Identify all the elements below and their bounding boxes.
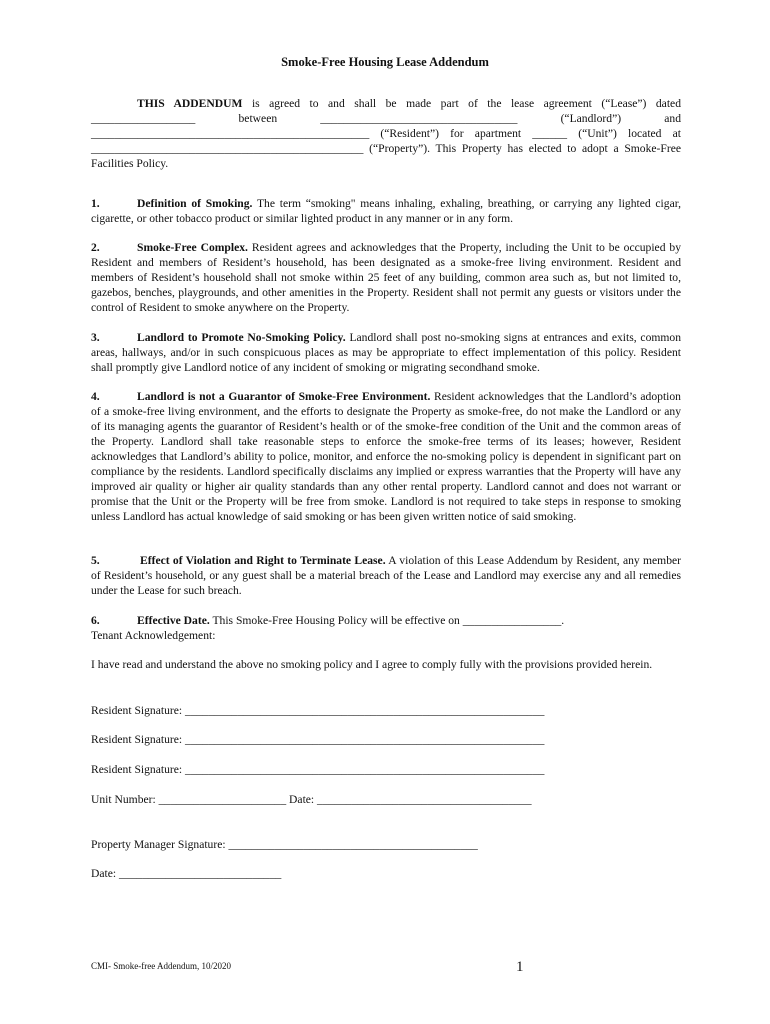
section-6 — [91, 613, 681, 628]
resident-signature-1: Resident Signature: ______________________________________________________________ — [91, 704, 545, 717]
section-4 — [91, 389, 681, 524]
section-heading: Landlord is not a Guarantor of Smoke-Free Environment. — [137, 390, 431, 403]
section-number: 5. — [91, 554, 100, 567]
unit-number-date-line: Unit Number: ______________________ Date: _____________________________________ — [91, 793, 532, 806]
intro-text: is agreed to and shall be made part of the lease agreement (“Lease”) dated __________________ between __________________________________ (“Landlord”) and ________________________________________________ (“Resident”) for apartment ______ (“Unit”) located at _______________________________________________ (“Property”). This Property has elected to adopt a Smoke-Free Facilities Policy. — [91, 97, 681, 170]
section-heading: Smoke-Free Complex. — [137, 241, 248, 254]
property-manager-signature: Property Manager Signature: ___________________________________________ — [91, 838, 478, 851]
tenant-acknowledgement-label: Tenant Acknowledgement: — [91, 629, 216, 642]
section-body: Resident agrees and acknowledges that the Property, including the Unit to be occupied by Resident and members of Resident’s household, has been designated as a smoke-free living environment. Resident and members of Resident’s household shall not smoke within 25 feet of any building, common area such as, but not limited to, gazebos, benches, playgrounds, and other amenities in the Property. Resident shall not permit any guests or visitors under the control of Resident to smoke anywhere on the Property. — [91, 241, 682, 314]
section-1 — [91, 196, 681, 226]
section-body: Resident acknowledges that the Landlord’s adoption of a smoke-free living environment, and the efforts to designate the Property as smoke-free, do not make the Landlord or any of its managing agents the guarantor of Resident’s health or of the smoke-free condition of the Unit and the common areas of the Property. Landlord shall take reasonable steps to enforce the smoke-free terms of its leases; however, Resident acknowledges that Landlord’s ability to police, monitor, and enforce the no-smoking policy is dependent in significant part on compliance by the residents. Landlord specifically disclaims any implied or express warranties that the Property will have any improved air quality or higher air quality standards than any other rental property. Landlord cannot and does not warrant or promise that the Unit or the Property will be free from smoke. Landlord is not required to take steps in response to smoking unless Landlord has actual knowledge of said smoking or has been given written notice of said smoking. — [91, 390, 681, 523]
section-heading: Effect of Violation and Right to Terminate Lease. — [140, 554, 386, 567]
section-number: 6. — [91, 614, 100, 627]
section-2 — [91, 240, 681, 315]
manager-date-line: Date: ____________________________ — [91, 867, 282, 880]
section-body: Landlord shall post no-smoking signs at entrances and exits, common areas, hallways, and/or in such conspicuous places as may be appropriate to effect implementation of this policy. Resident shall promptly give Landlord notice of any incident of smoking or migrating secondhand smoke. — [91, 331, 682, 374]
section-body: A violation of this Lease Addendum by Resident, any member of Resident’s household, or any guest shall be a material breach of the Lease and Landlord may exercise any and all remedies under the Lease for such breach. — [91, 554, 682, 597]
resident-signature-2: Resident Signature: ______________________________________________________________ — [91, 733, 545, 746]
section-number: 3. — [91, 331, 100, 344]
section-number: 1. — [91, 197, 100, 210]
section-number: 4. — [91, 390, 100, 403]
section-heading: Definition of Smoking. — [137, 197, 253, 210]
section-heading: Effective Date. — [137, 614, 210, 627]
resident-signature-3: Resident Signature: ______________________________________________________________ — [91, 763, 545, 776]
acknowledgement-statement: I have read and understand the above no smoking policy and I agree to comply fully with the provisions provided herein. — [91, 658, 653, 671]
intro-paragraph — [91, 96, 681, 171]
section-5 — [91, 553, 681, 598]
section-body: The term “smoking" means inhaling, exhaling, breathing, or carrying any lighted cigar, cigarette, or other tobacco product or similar lighted product in any manner or in any form. — [91, 197, 682, 225]
footer-reference: CMI- Smoke-free Addendum, 10/2020 — [91, 961, 231, 971]
page-number: 1 — [516, 959, 524, 975]
section-number: 2. — [91, 241, 100, 254]
section-body: This Smoke-Free Housing Policy will be effective on _________________. — [209, 614, 565, 627]
document-title: Smoke-Free Housing Lease Addendum — [281, 55, 489, 69]
intro-lead: THIS ADDENDUM — [137, 97, 243, 110]
section-heading: Landlord to Promote No-Smoking Policy. — [137, 331, 346, 344]
section-3 — [91, 330, 681, 375]
